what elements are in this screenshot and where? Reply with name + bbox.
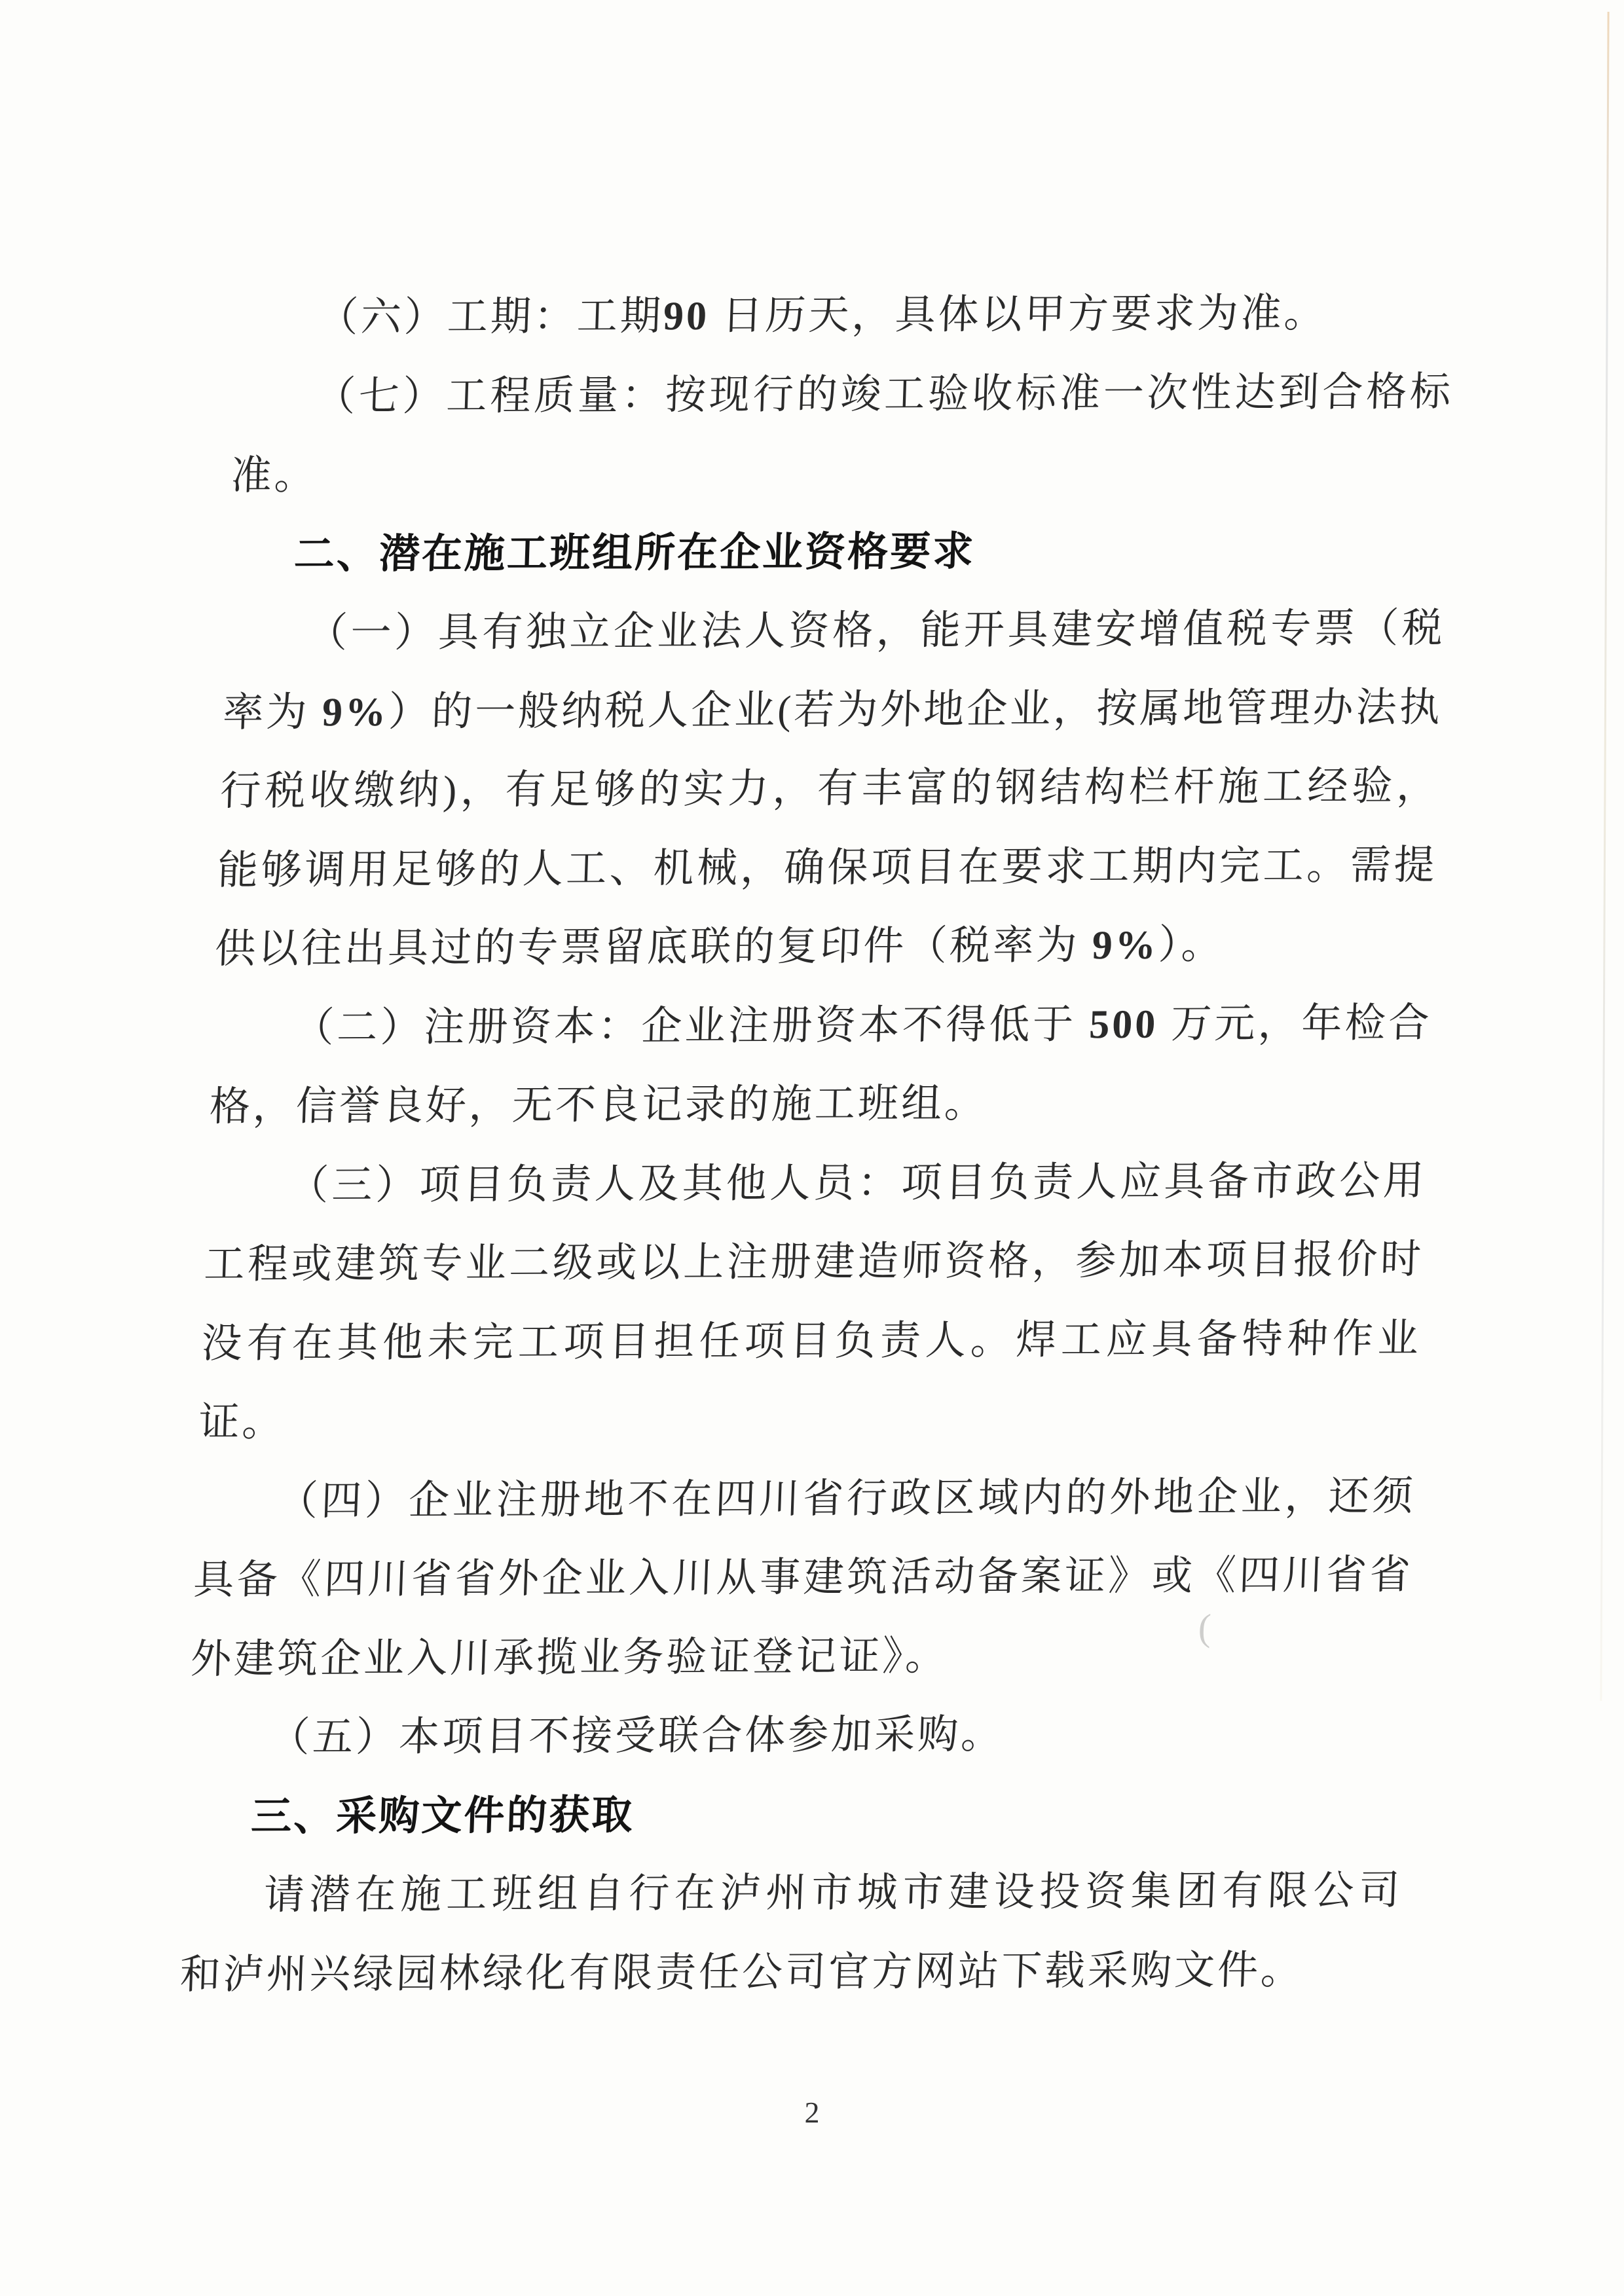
text-segment: 万元，年检合 — [1157, 1000, 1433, 1047]
text-segment: 格，信誉良好，无不良记录的施工班组。 — [208, 1081, 989, 1130]
text-line — [216, 826, 1438, 910]
text-segment: （三）项目负责人及其他人员：项目负责人应具备市政公用 — [287, 1158, 1428, 1209]
page-number: 2 — [804, 2096, 820, 2129]
text-line — [189, 1614, 1411, 1699]
text-line — [208, 1063, 1430, 1147]
text-line — [197, 1378, 1419, 1463]
stray-paren-artifact: ( — [1197, 1605, 1212, 1649]
text-line — [232, 352, 1454, 437]
text-line — [224, 589, 1446, 674]
text-segment: 没有在其他未完工项目担任项目负责人。焊工应具备特种作业 — [200, 1316, 1422, 1366]
text-segment: （七）工程质量：按现行的竣工验收标准一次性达到合格标 — [314, 369, 1454, 420]
text-line — [181, 1851, 1403, 1936]
text-segment: 工程或建筑专业二级或以上注册建造师资格，参加本项目报价时 — [203, 1237, 1425, 1288]
text-segment: （五）本项目不接受联合体参加采购。 — [268, 1712, 1005, 1760]
text-line — [213, 905, 1435, 989]
text-segment: ）的一般纳税人企业(若为外地企业，按属地管理办法执 — [387, 685, 1443, 735]
numeric-text: 9% — [321, 689, 390, 735]
section-heading — [227, 510, 1449, 594]
text-segment: 日历天，具体以甲方要求为准。 — [708, 291, 1328, 338]
text-segment: 具备《四川省省外企业入川从事建筑活动备案证》或《四川省省 — [193, 1552, 1414, 1603]
text-segment: 行税收缴纳)，有足够的实力，有丰富的钢结构栏杆施工经验， — [219, 763, 1441, 814]
text-segment: 外建筑企业入川承揽业务验证登记证》。 — [190, 1633, 950, 1682]
scan-edge-artifact-line — [1600, 12, 1609, 1701]
text-line — [203, 1220, 1425, 1305]
text-line — [194, 1457, 1416, 1541]
text-segment: 和泸州兴绿园林绿化有限责任公司官方网站下载采购文件。 — [179, 1948, 1305, 1997]
text-line — [206, 1141, 1428, 1226]
text-line — [235, 274, 1457, 358]
text-line — [230, 431, 1452, 516]
section-heading — [184, 1772, 1406, 1857]
numeric-text: 90 — [662, 293, 710, 339]
text-line — [179, 1930, 1401, 2014]
text-segment: 请潜在施工班组自行在泸州市城市建设投资集团有限公司 — [263, 1868, 1403, 1918]
text-line — [200, 1299, 1422, 1383]
text-line — [192, 1536, 1414, 1620]
document-text — [179, 274, 1458, 2014]
text-line — [211, 983, 1433, 1068]
text-segment: 二、潜在施工班组所在企业资格要求 — [293, 528, 976, 577]
text-line — [187, 1694, 1409, 1778]
text-segment: 准。 — [230, 453, 318, 499]
text-segment: （四）企业注册地不在四川省行政区域内的外地企业，还须 — [276, 1474, 1416, 1524]
text-segment: ）。 — [1157, 922, 1226, 968]
text-segment: （二）注册资本：企业注册资本不得低于 — [292, 1002, 1090, 1051]
text-line — [221, 668, 1443, 752]
text-segment: 能够调用足够的人工、机械，确保项目在要求工期内完工。需提 — [217, 843, 1438, 893]
text-line — [219, 747, 1441, 831]
text-segment: 供以往出具过的专票留底联的复印件（税率为 — [213, 923, 1094, 972]
text-segment: （一）具有独立企业法人资格，能开具建安增值税专票（税 — [306, 606, 1446, 656]
text-segment: 证。 — [198, 1400, 286, 1446]
numeric-text: 9% — [1091, 922, 1160, 968]
text-segment: （六）工期：工期 — [316, 294, 665, 340]
numeric-text: 500 — [1088, 1002, 1159, 1047]
text-segment: 三、采购文件的获取 — [250, 1792, 635, 1840]
text-segment: 率为 — [222, 689, 323, 735]
